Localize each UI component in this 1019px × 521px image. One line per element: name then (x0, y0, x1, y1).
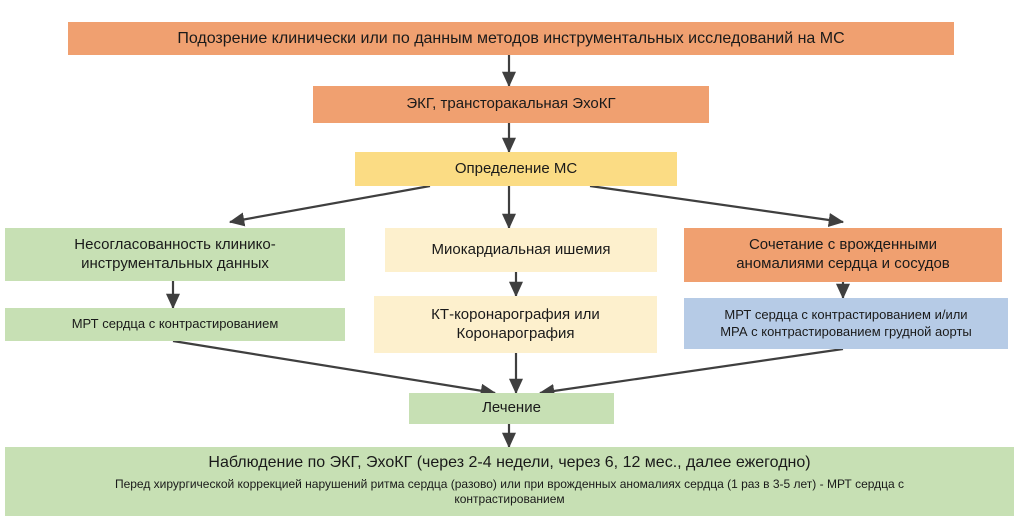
node-followup-sub-label-1: Перед хирургической коррекцией нарушений ритма сердца (разово) или при врожденных аномалиях сердца (1 раз в 3-5 лет) - МРТ сердца с (114, 477, 905, 491)
node-branch-congenital[interactable] (684, 228, 1002, 282)
node-suspicion-label: Подозрение клинически или по данным методов инструментальных исследований на МС (177, 29, 845, 47)
node-ecg-echo-label: ЭКГ, трансторакальная ЭхоКГ (406, 95, 616, 113)
node-branch-discordance-label-1: Несогласованность клинико- (74, 235, 276, 253)
node-suspicion[interactable] (68, 22, 954, 55)
node-kt-coronary-label-2: Коронарография (456, 324, 575, 342)
node-mrt-contrast[interactable] (5, 308, 345, 341)
node-branch-congenital-label-2: аномалиями сердца и сосудов (736, 255, 950, 272)
node-definition-label: Определение МС (454, 159, 578, 177)
node-branch-discordance[interactable] (5, 228, 345, 281)
node-followup-sub-label-2: контрастированием (454, 492, 565, 506)
node-definition[interactable] (355, 152, 677, 186)
node-treatment-label: Лечение (482, 399, 541, 417)
node-branch-ischemia-label: Миокардиальная ишемия (431, 240, 611, 258)
node-ecg-echo[interactable] (313, 86, 709, 123)
node-branch-ischemia[interactable] (385, 228, 657, 272)
node-kt-coronary[interactable] (374, 296, 657, 353)
node-branch-congenital-label-1: Сочетание с врожденными (748, 236, 938, 254)
node-kt-coronary-label-1: КТ-коронарография или (431, 305, 600, 323)
node-mrt-mra[interactable] (684, 298, 1008, 349)
node-treatment[interactable] (409, 393, 614, 424)
node-mrt-mra-label-2: МРА с контрастированием грудной аорты (720, 323, 972, 339)
node-mrt-contrast-label: МРТ сердца с контрастированием (71, 316, 279, 332)
node-followup[interactable] (5, 447, 1014, 516)
node-branch-discordance-label-2: инструментальных данных (81, 254, 269, 272)
node-followup-main-label: Наблюдение по ЭКГ, ЭхоКГ (через 2-4 недели, через 6, 12 мес., далее ежегодно) (208, 454, 811, 471)
node-mrt-mra-label-1: МРТ сердца с контрастированием и/или (724, 307, 968, 323)
